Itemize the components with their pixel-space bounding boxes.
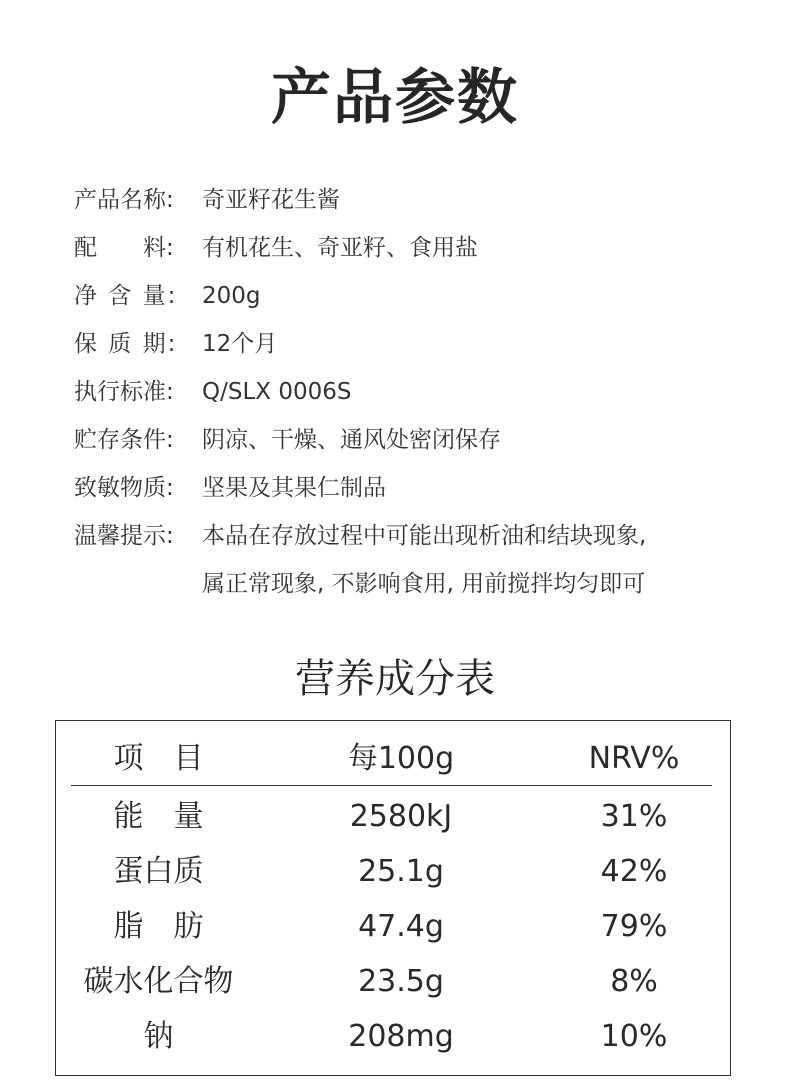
param-value: 200g [202,283,261,309]
nutrition-table-header [71,733,712,786]
table-row [71,899,712,954]
row-per-100g: 25.1g [358,854,444,889]
param-value: 有机花生、奇亚籽、食用盐 [202,235,478,261]
param-value: 12个月 [202,331,278,357]
product-params [74,176,754,608]
table-row [71,844,712,899]
param-label: 执行标准: [74,379,174,405]
param-value: 属正常现象, 不影响食用, 用前搅拌均匀即可 [202,571,646,597]
row-nrv: 10% [600,1019,668,1054]
param-value: Q/SLX 0006S [202,379,352,405]
row-item: 能 量 [113,799,204,834]
row-per-100g: 47.4g [358,909,444,944]
row-item: 脂 肪 [113,909,204,944]
param-value: 阴凉、干燥、通风处密闭保存 [202,427,501,453]
param-row-allergens [74,464,754,512]
param-row-storage [74,416,754,464]
row-item: 碳水化合物 [83,964,234,999]
header-per-100g: 每100g [347,741,455,776]
nutrition-table [55,720,731,1076]
row-nrv: 79% [600,909,668,944]
table-row [71,954,712,1009]
row-nrv: 42% [600,854,668,889]
param-row-shelf-life [74,320,754,368]
table-row [71,1009,712,1064]
page-title: 产品参数 [271,63,519,133]
row-per-100g: 2580kJ [349,799,453,834]
row-nrv: 8% [610,964,658,999]
param-label: 产品名称: [74,187,174,213]
row-per-100g: 208mg [348,1019,454,1054]
param-label: 致敏物质: [74,475,174,501]
row-item: 蛋白质 [113,854,204,889]
param-row-standard [74,368,754,416]
row-nrv: 31% [600,799,668,834]
row-per-100g: 23.5g [358,964,444,999]
param-label: 配 料: [74,235,174,261]
param-row-name [74,176,754,224]
header-item: 项 目 [113,741,204,776]
param-row-tips-continued [74,560,754,608]
param-row-ingredients [74,224,754,272]
param-value: 坚果及其果仁制品 [202,475,386,501]
param-row-net-content [74,272,754,320]
row-item: 钠 [143,1019,174,1054]
nutrition-table-title: 营养成分表 [295,656,495,702]
param-label: 保 质 期: [74,331,178,357]
header-nrv: NRV% [588,741,680,776]
param-value: 本品在存放过程中可能出现析油和结块现象, [202,523,647,549]
param-label: 贮存条件: [74,427,174,453]
param-value: 奇亚籽花生酱 [202,187,340,213]
param-label: 温馨提示: [74,523,174,549]
param-label: 净 含 量: [74,283,178,309]
table-row [71,789,712,844]
param-row-tips [74,512,754,560]
